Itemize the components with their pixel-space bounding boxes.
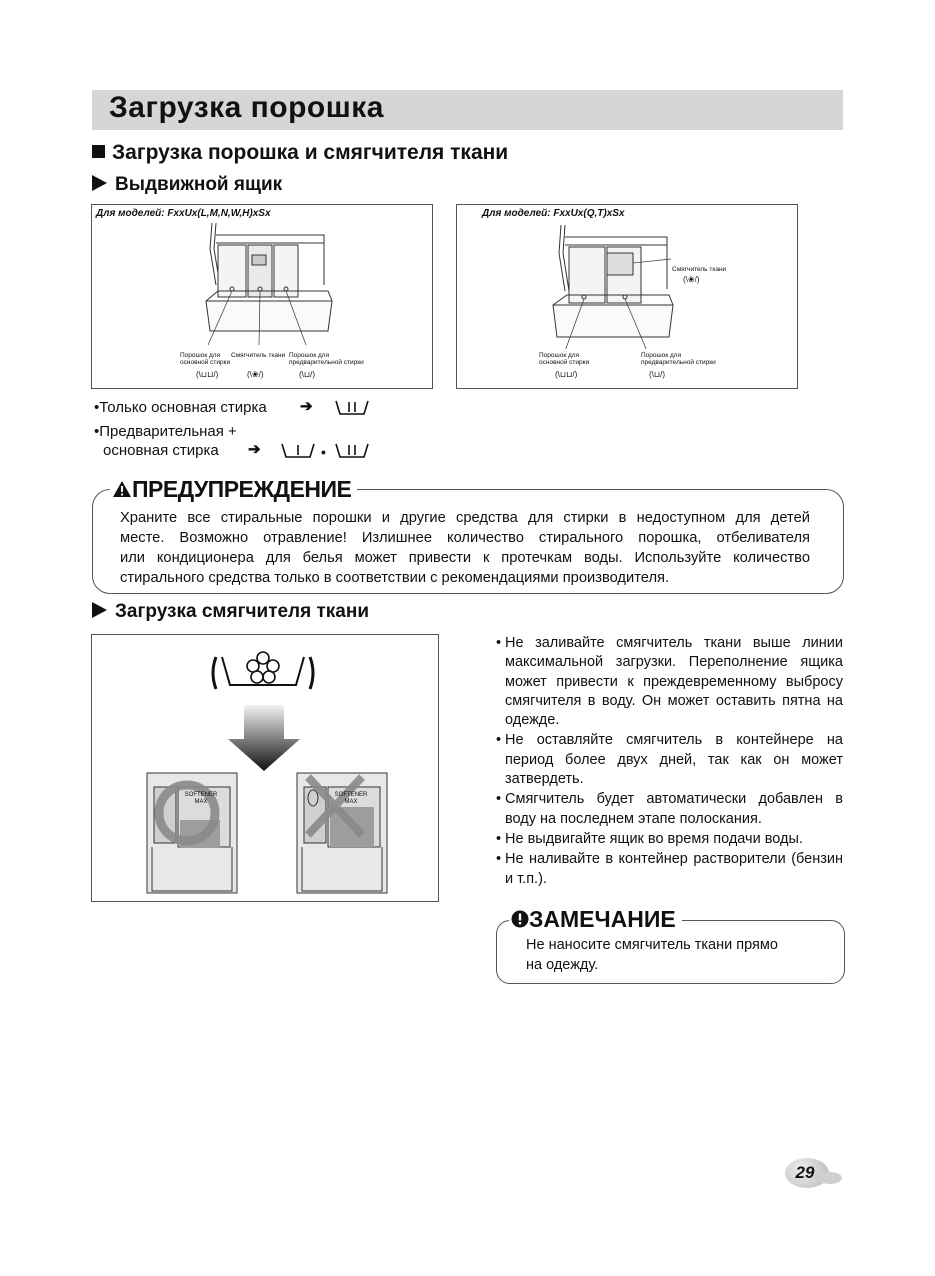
fig2-pre-symbol: (\⊔/)	[649, 370, 666, 379]
list-item	[496, 790, 843, 829]
fig1-main-label-l2: основной стирки	[180, 359, 231, 366]
cup-label-l1: SOFTENER	[184, 792, 218, 798]
bullet: •	[496, 830, 502, 847]
section-heading	[92, 141, 508, 165]
fig1-pre-label-l2: предварительной стирки	[289, 359, 364, 366]
bullet: •	[94, 399, 100, 416]
bullet-text: Не выдвигайте ящик во время подачи воды.	[505, 830, 803, 847]
page-number: 29	[795, 1163, 815, 1182]
cup-label-right	[331, 792, 371, 806]
dot-separator: •	[321, 444, 326, 460]
fig2-main-label	[539, 352, 589, 366]
main-wash-symbol-icon	[334, 443, 370, 459]
bullet: •	[496, 851, 502, 868]
note-title-text: ЗАМЕЧАНИЕ	[529, 906, 676, 932]
triangle-right-icon	[92, 175, 107, 191]
warning-title	[110, 476, 357, 503]
page-title-bar	[92, 90, 843, 130]
warning-text	[120, 508, 810, 588]
fig2-pre-label-l1: Порошок для	[641, 352, 682, 359]
list-item	[496, 850, 843, 889]
cup-label-left	[181, 792, 221, 806]
fig1-main-symbol: (\⊔⊔/)	[196, 370, 219, 379]
section-title: Загрузка порошка и смягчителя ткани	[112, 141, 509, 164]
note-text	[526, 935, 778, 975]
drawer-heading-text: Выдвижной ящик	[115, 174, 283, 195]
fig1-pre-label-l1: Порошок для	[289, 352, 330, 359]
figure-1-model: Для моделей: FxxUx(L,M,N,W,H)xSx	[96, 208, 271, 219]
bullet: •	[94, 423, 100, 440]
warning-triangle-icon	[112, 480, 132, 498]
fig1-soft-label: Смягчитель ткани	[231, 352, 286, 359]
note-line: Не наносите смягчитель ткани прямо	[526, 937, 778, 953]
fig1-pre-label	[289, 352, 364, 366]
softener-illustration	[92, 635, 438, 901]
fig2-main-symbol: (\⊔⊔/)	[555, 370, 578, 379]
legend-pre-line1-text: Предварительная +	[99, 423, 237, 440]
drawer-heading	[92, 174, 282, 196]
fig1-main-label	[180, 352, 230, 366]
triangle-right-icon	[92, 602, 107, 618]
bullet: •	[496, 791, 502, 808]
legend-pre-line2: основная стирка	[103, 442, 219, 459]
figure-2-model: Для моделей: FxxUx(Q,T)xSx	[482, 208, 625, 219]
cup-label-l2: MAX	[344, 799, 358, 805]
fig1-soft-symbol: (\❀/)	[247, 370, 264, 379]
drawer-figure-1	[91, 204, 433, 389]
square-bullet-icon	[92, 145, 105, 158]
warning-line: или кондиционера для белья может привести к протечкам воды. Используйте количество	[120, 550, 810, 566]
fig2-main-label-l2: основной стирки	[539, 359, 590, 366]
bullet-text: Смягчитель будет автоматически добавлен в воду на последнем этапе полоскания.	[505, 791, 843, 827]
list-item	[496, 634, 843, 730]
bullet: •	[496, 732, 502, 749]
bullet-text: Не оставляйте смягчитель в контейнере на период более двух дней, так как он может затвердеть.	[505, 732, 843, 788]
prewash-symbol-icon	[280, 443, 316, 459]
arrow-icon: ➔	[248, 441, 261, 458]
cup-label-l2: MAX	[194, 799, 208, 805]
drawer-figure-2	[456, 204, 798, 389]
bullet-text: Не наливайте в контейнер растворители (бензин и т.п.).	[505, 851, 843, 887]
exclamation-circle-icon	[511, 910, 529, 928]
warning-line: месте. Возможно отравление! Излишнее количество стирального порошка, отбеливателя	[120, 530, 810, 546]
fig2-soft-label: Смягчитель ткани	[672, 266, 727, 273]
legend-main-only	[94, 399, 267, 416]
drawer-2-illustration	[457, 219, 797, 349]
note-line: на одежду.	[526, 957, 599, 973]
page-title: Загрузка порошка	[109, 91, 384, 124]
bullet: •	[496, 635, 502, 651]
warning-line: стирального средства только в соответствии с рекомендациями производителя.	[120, 570, 670, 586]
fig2-pre-label	[641, 352, 716, 366]
main-wash-symbol-icon	[334, 400, 370, 416]
cup-label-l1: SOFTENER	[334, 792, 368, 798]
legend-main-only-text: Только основная стирка	[99, 399, 267, 416]
fig1-pre-symbol: (\⊔/)	[299, 370, 316, 379]
softener-bullets	[496, 634, 843, 889]
fig1-main-label-l1: Порошок для	[180, 352, 221, 359]
warning-line: Храните все стиральные порошки и другие средства для стирки в недоступном для детей	[120, 510, 810, 526]
list-item	[496, 731, 843, 789]
bullet-text: Не заливайте смягчитель ткани выше линии максимальной загрузки. Переполнение ящика может привести к преждевременному выбросу смягчителя в воду. Он может оставить пятна на одежде.	[505, 635, 843, 729]
page-number-shadow	[818, 1172, 842, 1184]
softener-figure	[91, 634, 439, 902]
legend-pre-line1	[94, 423, 237, 440]
arrow-icon: ➔	[300, 398, 313, 415]
drawer-1-illustration	[92, 219, 432, 349]
warning-title-text: ПРЕДУПРЕЖДЕНИЕ	[132, 476, 352, 502]
fig2-pre-label-l2: предварительной стирки	[641, 359, 716, 366]
note-title	[509, 906, 682, 933]
fig2-main-label-l1: Порошок для	[539, 352, 580, 359]
list-item	[496, 830, 843, 849]
softener-heading-text: Загрузка смягчителя ткани	[115, 601, 370, 622]
fig2-soft-symbol: (\❀/)	[683, 275, 700, 284]
softener-heading	[92, 601, 369, 623]
